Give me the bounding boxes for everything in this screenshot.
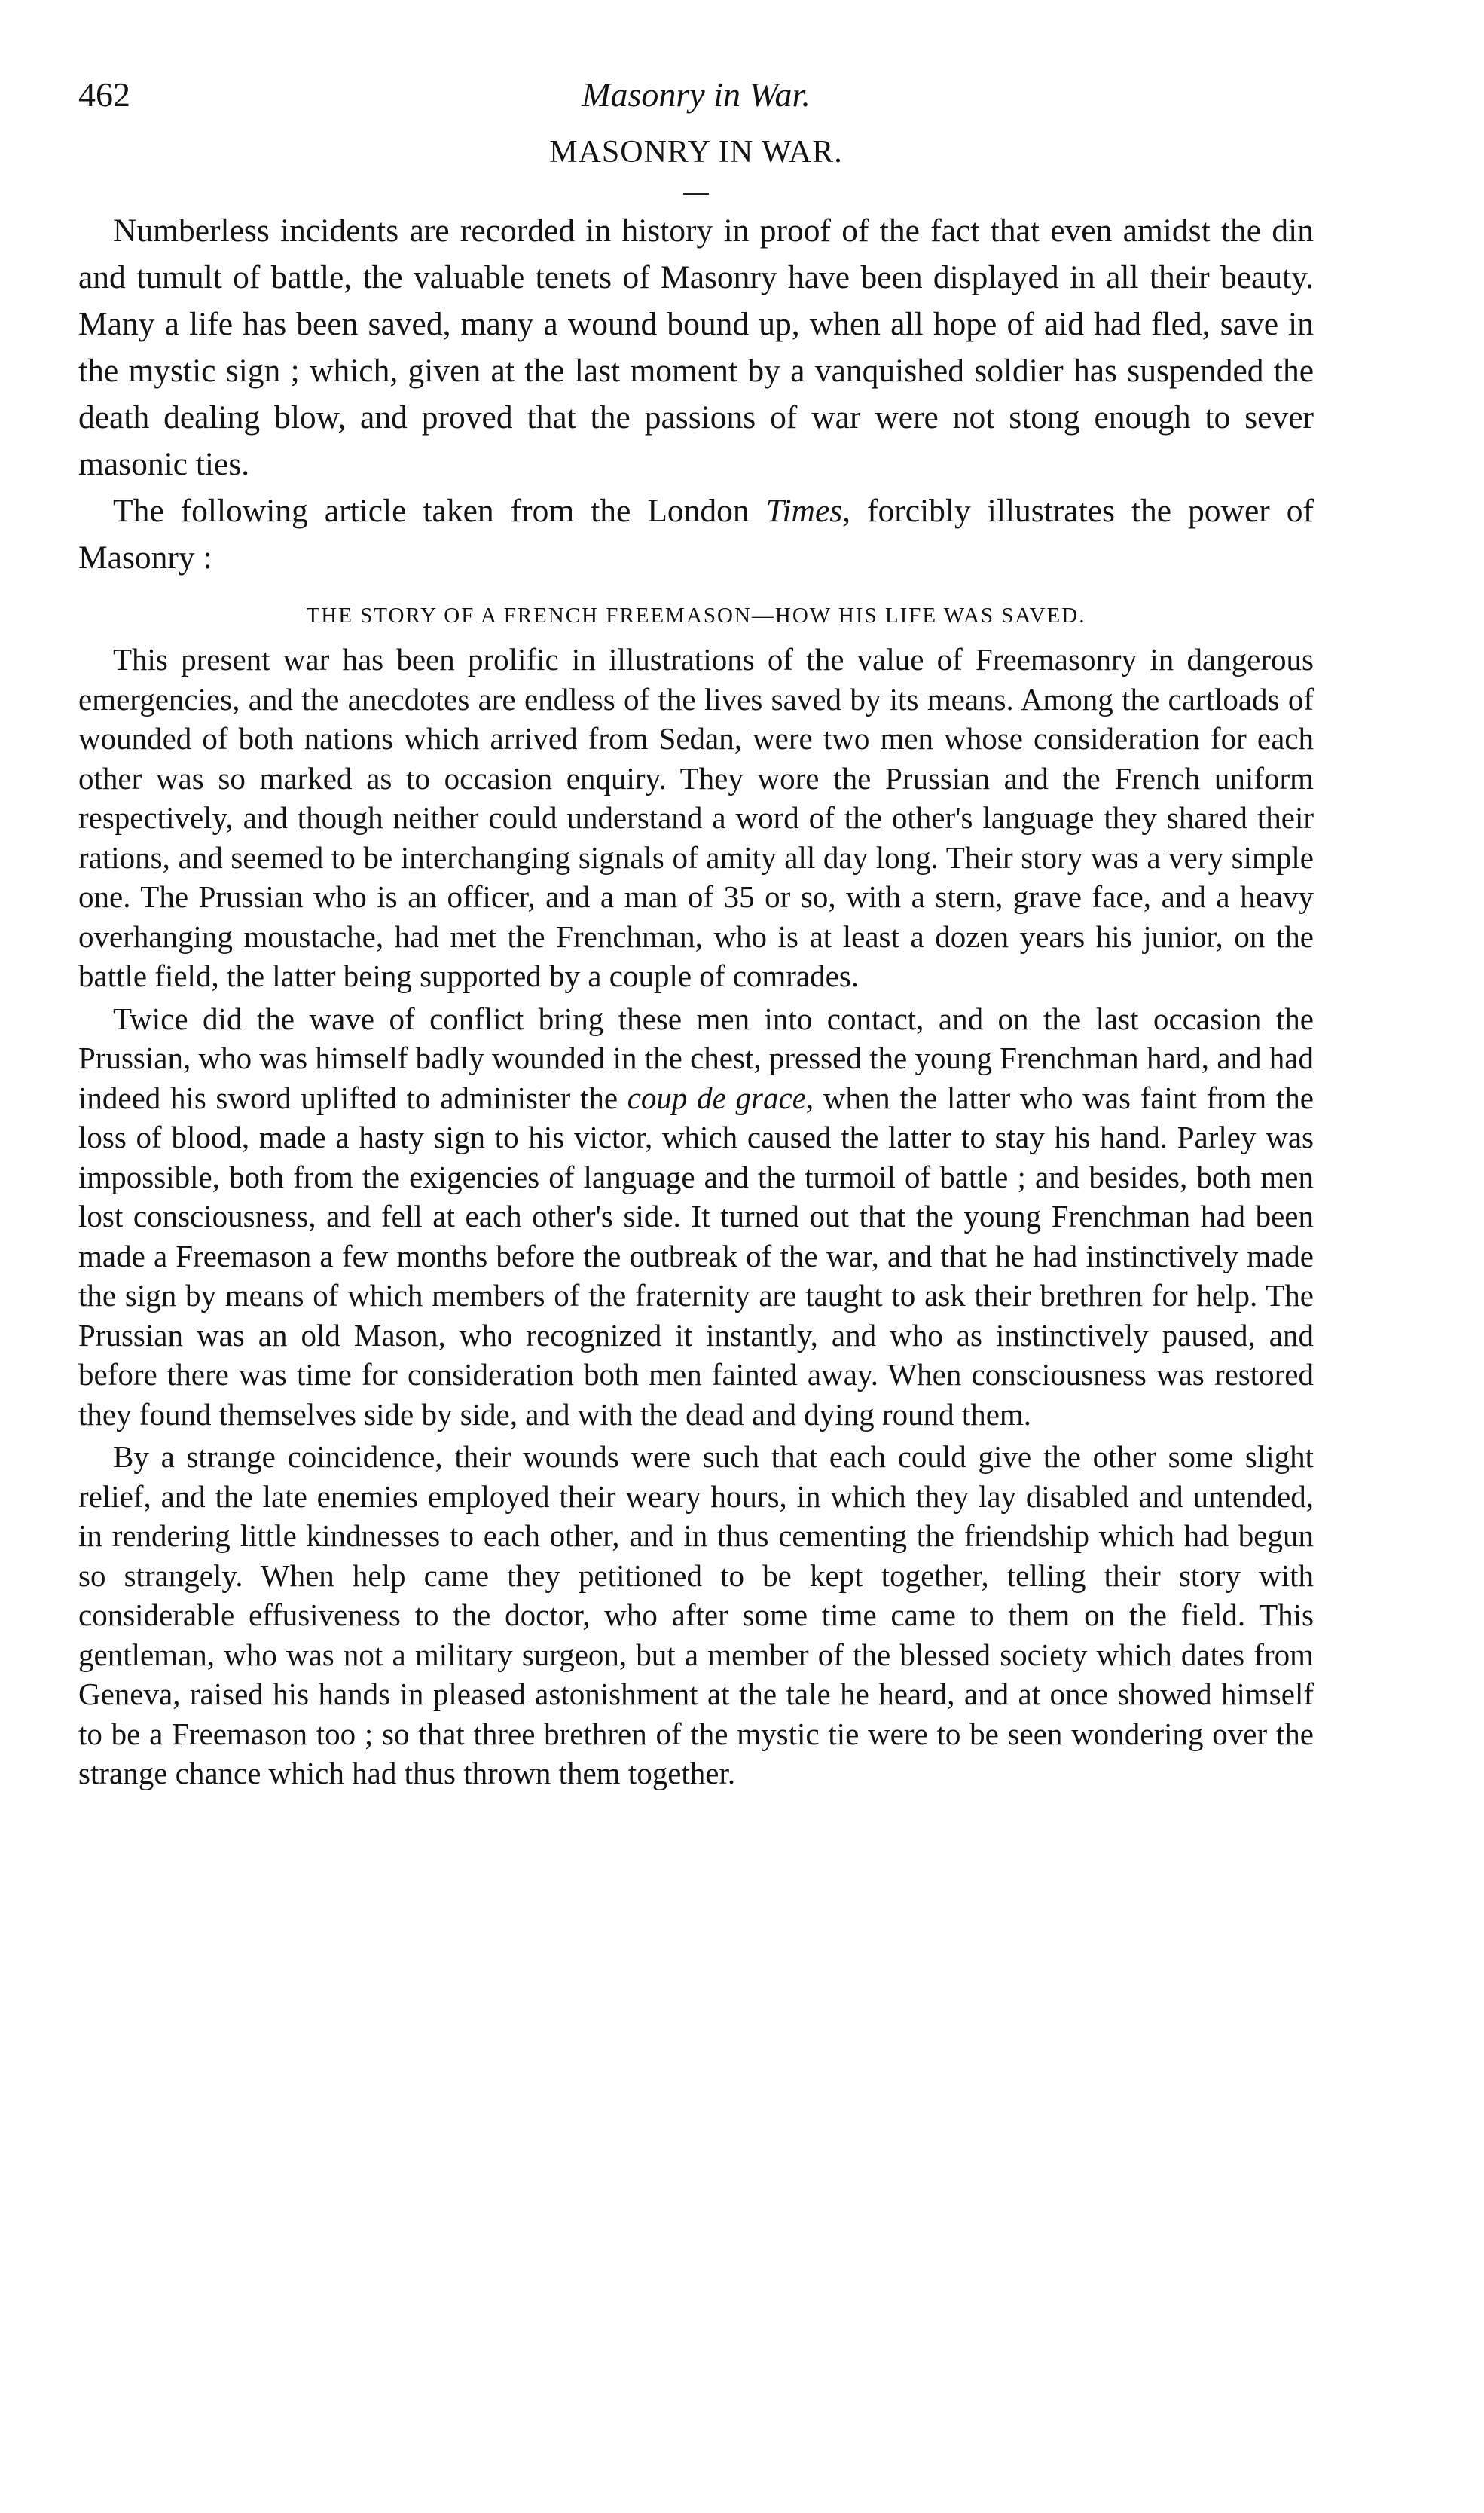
story-paragraph: This present war has been prolific in illustrations of the value of Freemasonry in dangerous emergencies, and the anecdotes are endless of the lives saved by its means. Among the cartloads of wounded of both nations which arrived from Sedan, were two men whose consideration for each other was so marked as to occasion enquiry. They wore the Prussian and the French uniform respectively, and though neither could understand a word of the other's language they shared their rations, and seemed to be interchanging signals of amity all day long. Their story was a very simple one. The Prussian who is an officer, and a man of 35 or so, with a stern, grave face, and a heavy overhanging moustache, had met the Frenchman, who is at least a dozen years his junior, on the battle field, the latter being supported by a couple of comrades.	[78, 642, 1314, 993]
latin-phrase: coup de grace,	[627, 1080, 814, 1115]
story-paragraph: By a strange coincidence, their wounds were such that each could give the other some slight relief, and the late enemies employed their weary hours, in which they lay disabled and untended, in rendering little kindnesses to each other, and in thus cementing the friendship which had begun so strangely. When help came they petitioned to be kept together, telling their story with considerable effusiveness to the doctor, who after some time came to them on the field. This gentleman, who was not a military surgeon, but a member of the blessed society which dates from Geneva, raised his hands in pleased astonishment at the tale he heard, and at once showed himself to be a Freemason too ; so that three brethren of the mystic tie were to be seen wondering over the strange chance which had thus thrown them together.	[78, 1439, 1314, 1790]
intro-paragraph-source	[78, 488, 1314, 581]
intro-section	[78, 207, 1314, 581]
running-title: Masonry in War.	[582, 75, 811, 114]
story-subheading: THE STORY OF A FRENCH FREEMASON—HOW HIS LIFE WAS SAVED.	[306, 604, 1086, 628]
intro-paragraph: Numberless incidents are recorded in history in proof of the fact that even amidst the din and tumult of battle, the valuable tenets of Masonry have been displayed in all their beauty. Many a life has been saved, many a wound bound up, when all hope of aid had fled, save in the mystic sign ; which, given at the last moment by a vanquished soldier has suspended the death dealing blow, and proved that the passions of war were not stong enough to sever masonic ties.	[78, 212, 1314, 482]
running-head	[78, 72, 1314, 118]
story-section	[78, 640, 1314, 1793]
story-text-after: when the latter who was faint from the loss of blood, made a hasty sign to his victor, which caused the latter to stay his hand. Parley was impossible, both from the exigencies of language and the turmoil of battle ; and besides, both men lost consciousness, and fell at each other's side. It turned out that the young Frenchman had been made a Freemason a few months before the outbreak of the war, and that he had instinctively made the sign by means of which members of the fraternity are taught to ask their brethren for help. The Prussian was an old Mason, who recognized it instantly, and who as instinctively paused, and before there was time for consideration both men fainted away. When consciousness was restored they found themselves side by side, and with the dead and dying round them.	[78, 1080, 1314, 1432]
title-divider	[683, 193, 709, 195]
intro-text-after: forcibly illustrates the power of Masonry :	[78, 493, 1314, 576]
intro-text-before: The following article taken from the London	[113, 493, 766, 529]
article-title: MASONRY IN WAR.	[549, 135, 843, 170]
page-number: 462	[78, 75, 130, 114]
book-page	[78, 72, 1314, 1793]
story-text-before: Twice did the wave of conflict bring these men into contact, and on the last occasion the Prussian, who was himself badly wounded in the chest, pressed the young Frenchman hard, and had indeed his sword uplifted to administer the	[78, 1001, 1314, 1115]
newspaper-title: Times,	[765, 493, 851, 529]
story-paragraph	[78, 999, 1314, 1435]
